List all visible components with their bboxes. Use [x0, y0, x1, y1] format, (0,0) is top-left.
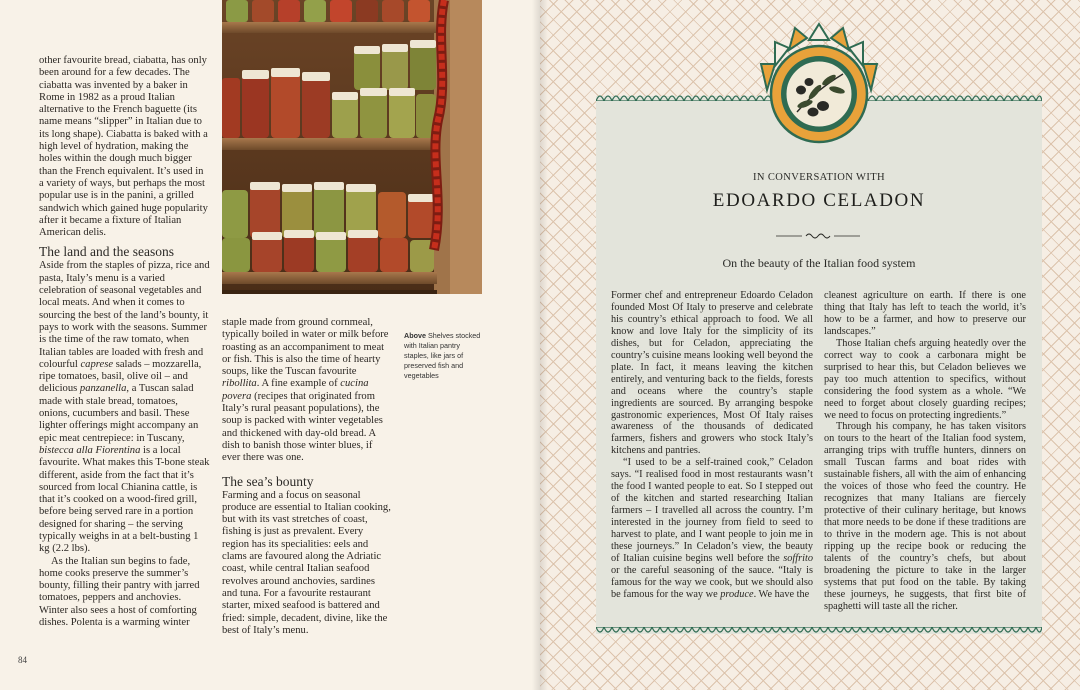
pantry-shelves-photo: [222, 0, 482, 294]
body-paragraph: Farming and a focus on seasonal produce are essential to Italian cooking, but with its vast stretches of coast, fishing is just as prevalent. Every region has its specialities: eels and clams are favoured along the Adriatic coast, while central Italian seafood revolves around anchovies, sardines and tuna. For a favourite restaurant starter, mixed seafood is battered and fried: simple, decadent, divine, like the best of Italy’s menu.: [222, 489, 391, 636]
body-paragraph: staple made from ground cornmeal, typically boiled in water or milk before roasting as an accompaniment to meat or fish. This is also the time of hearty soups, like the Tuscan favourite ribollita. A fine example of cucina povera (recipes that originated from Italy’s rural peasant populations), the soup is packed with winter vegetables and thickened with day-old bread. A dish to banish those winter blues, if ever there was one.: [222, 317, 389, 464]
wave-divider-icon: [776, 231, 860, 241]
body-paragraph: As the Italian sun begins to fade, home cooks preserve the summer’s bounty, filling their pantry with jarred tomatoes, peppers and anchovies. Winter also sees a host of comforting dishes. Polenta is a warming winter: [39, 555, 200, 629]
page-number: 84: [18, 655, 27, 665]
body-paragraph: Those Italian chefs arguing heatedly over the correct way to cook a carbonara might be surprised to hear this, but Celadon believes we pay too much attention to specifics, without considering the food system as a whole. “We need to forget about closely guarding recipes; we need to focus on protecting ingredients.”: [824, 337, 1026, 421]
interview-kicker: IN CONVERSATION WITH: [752, 172, 886, 183]
body-paragraph: other favourite bread, ciabatta, has only been around for a few decades. The ciabatta was invented by a baker in Rome in 1982 as a proud Italian alternative to the French baguette (its name means “slipper” in Italian due to its long shape). Ciabatta is baked with a high level of hydration, making the holes within the dough much bigger than the French equivalent. It’s used in a variety of ways, but perhaps the most popular use is in the panini, a grilled sandwich which gained huge popularity after it became a fixture of Italian American delis.: [39, 55, 208, 239]
interview-subtitle: On the beauty of the Italian food system: [722, 256, 916, 270]
interview-column-2: [824, 290, 1026, 613]
interviewee-name: EDOARDO CELADON: [712, 190, 926, 211]
panel-scalloped-bottom-edge: [596, 627, 1042, 637]
body-paragraph: cleanest agriculture on earth. If there is one thing that Italy has left to teach the world, it’s how to be a farmer, and how to preserve our landscapes.”: [824, 290, 1026, 337]
interview-column-1: [611, 290, 813, 601]
section-heading-sea: The sea’s bounty: [222, 473, 314, 489]
body-paragraph: Aside from the staples of pizza, rice and pasta, Italy’s menu is a varied celebration of seasonal vegetables and local meats. And when it comes to sourcing the best of the land’s bounty, it pays to work with the seasons. Summer is the time of the raw tomato, when Italian tables are loaded with fresh and colourful caprese salads – mozzarella, ripe tomatoes, basil, olive oil – and delicious panzanella, a Tuscan salad made with stale bread, tomatoes, onions, cucumbers and basil. These lighter offerings might accompany an epic meat centrepiece: in Tuscany, bistecca alla Fiorentina is a local favourite. What makes this T-bone steak different, aside from the fact that it’s sourced from local Chianina cattle, is that it’s cooked on a wood-fired grill, before being served rare in a portion designed for sharing – the serving typically weighs in at a belt-busting 1 kg (2.2 lbs).: [39, 260, 210, 555]
photo-caption: Above Shelves stocked with Italian pantry staples, like jars of preserved fish and vegetables: [404, 331, 481, 380]
olive-branch-emblem-icon: [758, 22, 880, 156]
left-column-2: [222, 317, 392, 637]
section-heading-land: The land and the seasons: [39, 244, 174, 260]
body-paragraph: Through his company, he has taken visitors on tours to the heart of the Italian food system, arranging trips with truffle hunters, dinners on small Tuscan farms and boat rides with sustainable fishers, all with the aim of enhancing the voices of those who feed the country. He recognizes that many Italians are fiercely protective of their culinary heritage, but knows that more needs to be done if these traditions are to thrive in the modern age. This is not about ripping up the recipe book or reducing the talents of the country’s chefs, but about broadening the picture to take in the larger systems that put food on the table. By taking these journeys, he suggests, that first bite of spaghetti will taste all the richer.: [824, 421, 1026, 612]
left-column-1: [39, 55, 210, 629]
body-paragraph: Former chef and entrepreneur Edoardo Celadon founded Most Of Italy to preserve and celebrate his country’s ethical approach to food. We all know and love Italy for the simplicity of its dishes, but for Celadon, appreciating the country’s cuisine means looking well beyond the plate. In fact, it means leaving the kitchen entirely, and venturing back to the fields, forests and oceans where the country’s staple ingredients are sourced. By arranging bespoke gastronomic experiences, Most Of Italy raises awareness of the thousands of dedicated farmers, fishers and growers who stock Italy’s kitchens and pantries.: [611, 290, 813, 457]
body-paragraph: “I used to be a self-trained cook,” Celadon says. “I realised food in most restaurants wasn’t the food I wanted people to eat. So I stepped out of the kitchen and started researching Italian farmers – I travelled all across the country. I’m interested in the journey from field to seed to harvest to plate, and I want people to join me in these journeys.” In Celadon’s view, the beauty of Italian cuisine begins well before the soffrito or the careful seasoning of the sauce. “Italy is famous for the way we cook, but we should also be famous for the way we produce. We have the: [611, 457, 813, 600]
book-gutter: [532, 0, 548, 690]
